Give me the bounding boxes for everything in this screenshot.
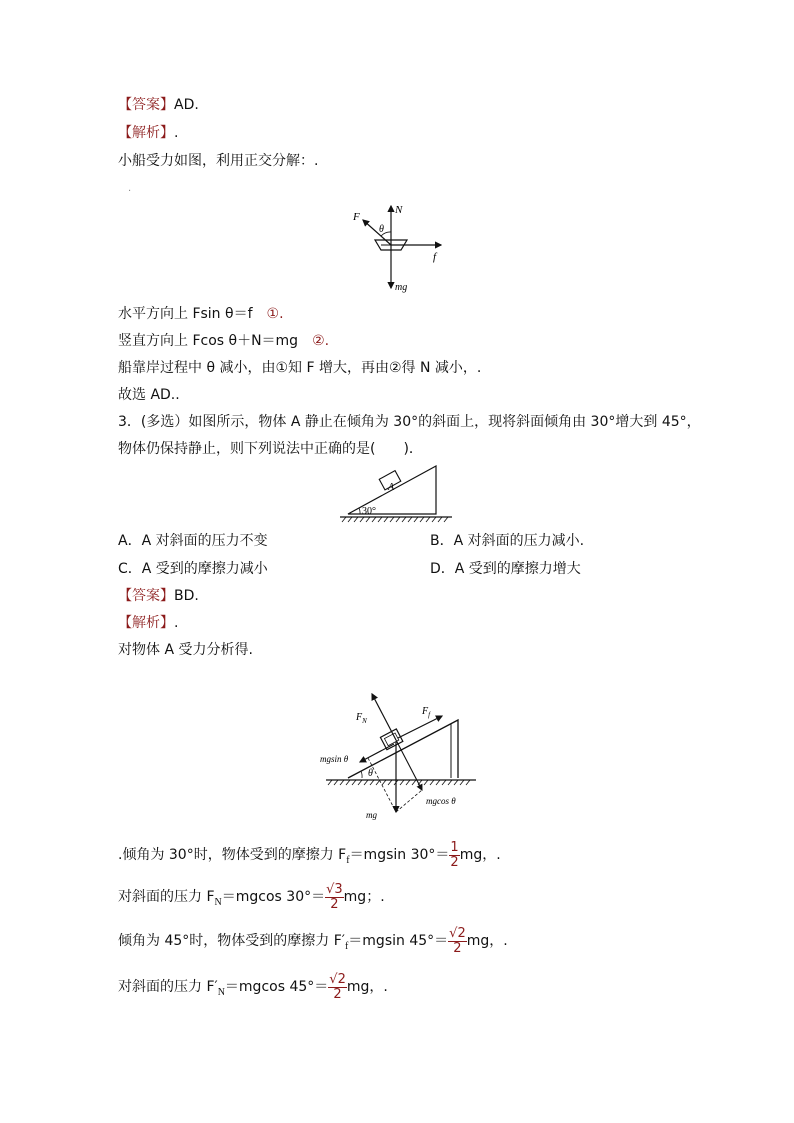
calc-4-prefix: 对斜面的压力 F′ xyxy=(118,979,218,995)
theta-arc-2 xyxy=(361,771,362,778)
calc-1-prefix: .倾角为 30°时，物体受到的摩擦力 F xyxy=(118,847,347,863)
analysis-line-2 xyxy=(118,614,178,632)
calc-4-fraction: $\frac{√2}{2}$ xyxy=(329,971,346,1002)
analysis-dot-2: . xyxy=(174,615,179,631)
equation-1-tag: ①. xyxy=(266,306,284,322)
friction-arrow-2 xyxy=(398,716,442,738)
conclusion-text: 船靠岸过程中 θ 减小，由①知 F 增大，再由②得 N 减小，. xyxy=(118,360,482,376)
calc-4-sub: N xyxy=(217,986,225,998)
answer-line-2 xyxy=(118,587,199,605)
intro-text-2: 对物体 A 受力分析得. xyxy=(118,642,253,658)
label-A: A xyxy=(388,482,395,493)
calc-4-suffix: mg，. xyxy=(346,979,388,995)
label-mgcos: mgcos θ xyxy=(426,796,456,806)
calc-3-sub: f xyxy=(344,940,349,952)
calc-2-mid: ＝mgcos 30°＝ xyxy=(221,889,326,905)
calc-2-prefix: 对斜面的压力 F xyxy=(118,889,215,905)
calc-2-suffix: mg；. xyxy=(343,889,385,905)
label-F: F xyxy=(353,211,360,223)
analysis-label-2: 【解析】 xyxy=(118,615,174,631)
calc-line-2 xyxy=(118,880,385,920)
label-Ff: $F_f$ xyxy=(422,706,431,719)
label-f: f xyxy=(433,251,437,263)
equation-2-tag: ②. xyxy=(312,333,330,349)
answer-label: 【答案】 xyxy=(118,97,174,113)
label-theta-2: θ xyxy=(368,768,373,779)
ground-hatching-2 xyxy=(328,780,470,785)
calc-line-4 xyxy=(118,970,388,1010)
calc-3-suffix: mg，. xyxy=(466,933,508,949)
incline-line xyxy=(348,720,458,778)
dashed-line-1 xyxy=(368,758,396,812)
equation-1 xyxy=(118,305,284,323)
calc-line-3 xyxy=(118,924,508,964)
calc-2-sub: N xyxy=(214,896,222,908)
calc-2-fraction: $\frac{√3}{2}$ xyxy=(326,881,343,912)
analysis-dot: . xyxy=(174,125,179,141)
label-mg-2: mg xyxy=(366,810,377,820)
equation-2 xyxy=(118,332,329,350)
option-a: A．A 对斜面的压力不变 xyxy=(118,533,268,549)
analysis-line-1 xyxy=(118,124,178,142)
ground-hatching xyxy=(342,517,448,522)
label-FN: $F_N$ xyxy=(356,712,367,725)
dashed-line-2 xyxy=(396,790,422,812)
label-N: N xyxy=(395,204,403,216)
equation-2-text: 竖直方向上 Fcos θ＋N＝mg xyxy=(118,333,299,349)
incline-force-diagram xyxy=(318,680,478,822)
calc-3-fraction: $\frac{√2}{2}$ xyxy=(449,925,466,956)
normal-force-arrow-2 xyxy=(372,694,396,740)
calc-3-prefix: 倾角为 45°时，物体受到的摩擦力 F′ xyxy=(118,933,345,949)
calc-1-suffix: mg，. xyxy=(459,847,501,863)
label-mgsin: mgsin θ xyxy=(320,754,349,764)
mgsin-arrow xyxy=(360,744,394,762)
analysis-label: 【解析】 xyxy=(118,125,174,141)
answer-value-2: BD. xyxy=(174,588,199,604)
mgcos-arrow xyxy=(396,740,422,790)
answer-label-2: 【答案】 xyxy=(118,588,174,604)
option-c: C．A 受到的摩擦力减小 xyxy=(118,561,268,577)
calc-3-mid: ＝mgsin 45°＝ xyxy=(348,933,449,949)
option-b: B．A 对斜面的压力减小. xyxy=(430,533,585,549)
option-d: D．A 受到的摩擦力增大 xyxy=(430,561,581,577)
label-30deg: 30° xyxy=(362,506,376,517)
calc-1-mid: ＝mgsin 30°＝ xyxy=(349,847,450,863)
calc-1-fraction: $\frac{1}{2}$ xyxy=(450,839,459,870)
equation-1-text: 水平方向上 Fsin θ＝f xyxy=(118,306,253,322)
answer-value: AD. xyxy=(174,97,199,113)
label-theta: θ xyxy=(379,224,384,235)
answer-line-1 xyxy=(118,96,199,114)
calc-line-1 xyxy=(118,838,501,878)
question-3-line-2: 物体仍保持静止，则下列说法中正确的是( )． xyxy=(118,441,423,457)
calc-1-sub: f xyxy=(346,854,350,866)
figure-marker: . xyxy=(128,183,132,194)
choice-text: 故选 AD.. xyxy=(118,387,180,403)
angle-arc xyxy=(359,508,360,514)
incline-diagram xyxy=(336,462,456,526)
calc-4-mid: ＝mgcos 45°＝ xyxy=(224,979,329,995)
boat-force-diagram xyxy=(345,198,455,294)
question-3-line-1: 3．(多选）如图所示，物体 A 静止在倾角为 30°的斜面上，现将斜面倾角由 30°增大到 45°， xyxy=(118,414,701,430)
intro-text-1: 小船受力如图，利用正交分解：. xyxy=(118,153,319,169)
label-mg: mg xyxy=(395,282,408,293)
